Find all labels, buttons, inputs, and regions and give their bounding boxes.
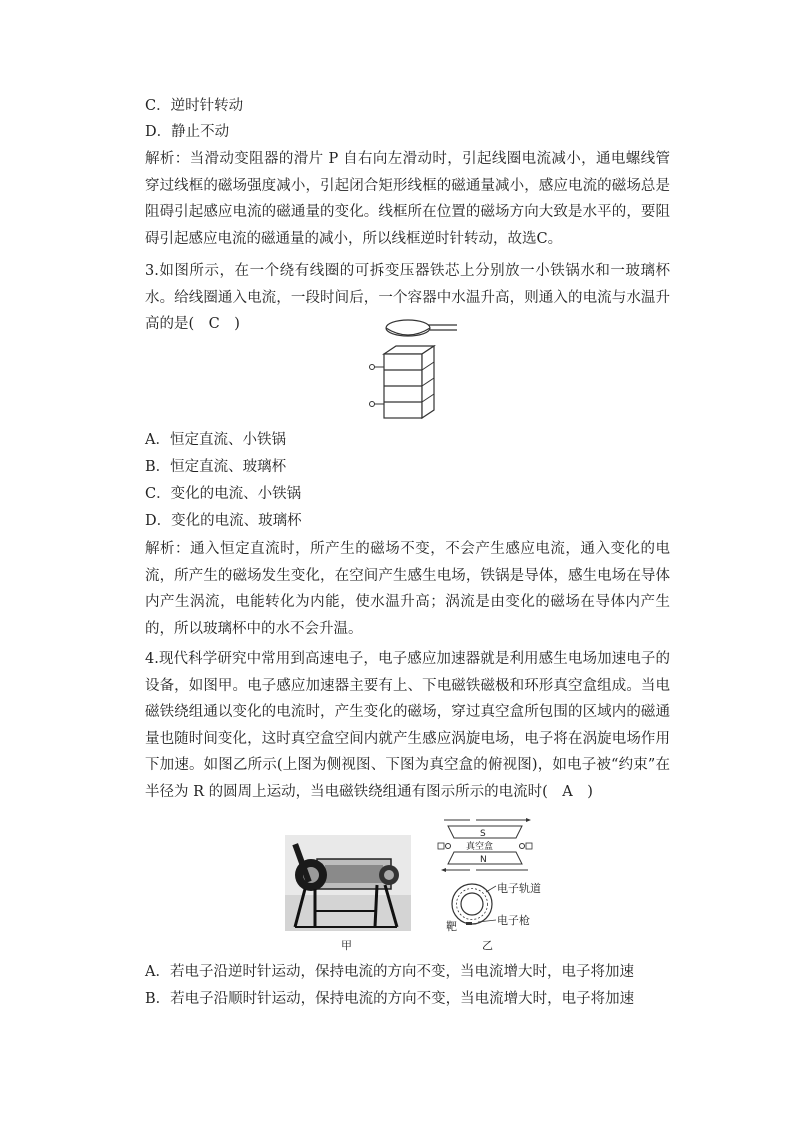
q4-option-a: A．若电子沿逆时针运动，保持电流的方向不变，当电流增大时，电子将加速 [145,964,634,980]
q3-option-b: B．恒定直流、玻璃杯 [145,459,287,475]
label-electron-orbit: 电子轨道 [497,882,541,895]
fig-label-yi: 乙 [482,939,493,952]
label-target: 靶 [446,920,457,933]
vacuum-ring-outer [452,884,492,924]
q3-option-c: C．变化的电流、小铁锅 [145,486,302,502]
q2-option-c: C．逆时针转动 [145,98,244,114]
label-electron-gun: 电子枪 [497,914,530,927]
q3-analysis: 解析：通入恒定直流时，所产生的磁场不变，不会产生感应电流，通入变化的电流，所产生的磁场发生变化，在空间产生感生电场，铁锅是导体，感生电场在导体内产生涡流，电能转化为内能，使水温升高；涡流是由变化的磁场在导体内产生的，所以玻璃杯中的水不会升温。 [145,541,670,637]
q2-analysis: 解析：当滑动变阻器的滑片 P 自右向左滑动时，引起线圈电流减小，通电螺线管穿过线框的磁场强度减小，引起闭合矩形线框的磁通量减小，感应电流的磁场总是阻碍引起感应电流的磁通量的变化。线框所在位置的磁场方向大致是水平的，要阻碍引起感应电流的磁通量的减小，所以线框逆时针转动，故选C。 [145,151,670,247]
q3-stem: 3.如图所示，在一个绕有线圈的可拆变压器铁芯上分别放一小铁锅水和一玻璃杯水。给线圈通入电流，一段时间后，一个容器中水温升高，则通入的电流与水温升高的是( C ) [145,263,670,332]
iron-pan-shape [386,320,430,336]
terminal-top [370,365,375,370]
q3-option-a: A．恒定直流、小铁锅 [145,432,286,448]
q4-stem: 4.现代科学研究中常用到高速电子，电子感应加速器就是利用感生电场加速电子的设备，如图甲。电子感应加速器主要有上、下电磁铁磁极和环形真空盒组成。当电磁铁绕组通以变化的电流时，产生变化的磁场，穿过真空盒所包围的区域内的磁通量也随时间变化，这时真空盒空间内就产生感应涡旋电场，电子将在涡旋电场作用下加速。如图乙所示(上图为侧视图、下图为真空盒的俯视图)，如电子被“约束”在半径为 R 的圆周上运动，当电磁铁绕组通有图示所示的电流时( A ) [145,651,670,800]
terminal-bottom [370,402,375,407]
transformer-figure [360,312,470,424]
q4-option-b: B．若电子沿顺时针运动，保持电流的方向不变，当电流增大时，电子将加速 [145,991,635,1007]
label-s: S [480,829,486,839]
fig-label-jia: 甲 [341,939,352,952]
q2-option-d: D．静止不动 [145,124,230,140]
label-vacuum-box: 真空盒 [466,842,494,852]
vacuum-ring-inner [461,893,483,915]
label-n: N [480,855,487,865]
q3-option-d: D．变化的电流、玻璃杯 [145,513,302,529]
betatron-photo [285,835,411,931]
